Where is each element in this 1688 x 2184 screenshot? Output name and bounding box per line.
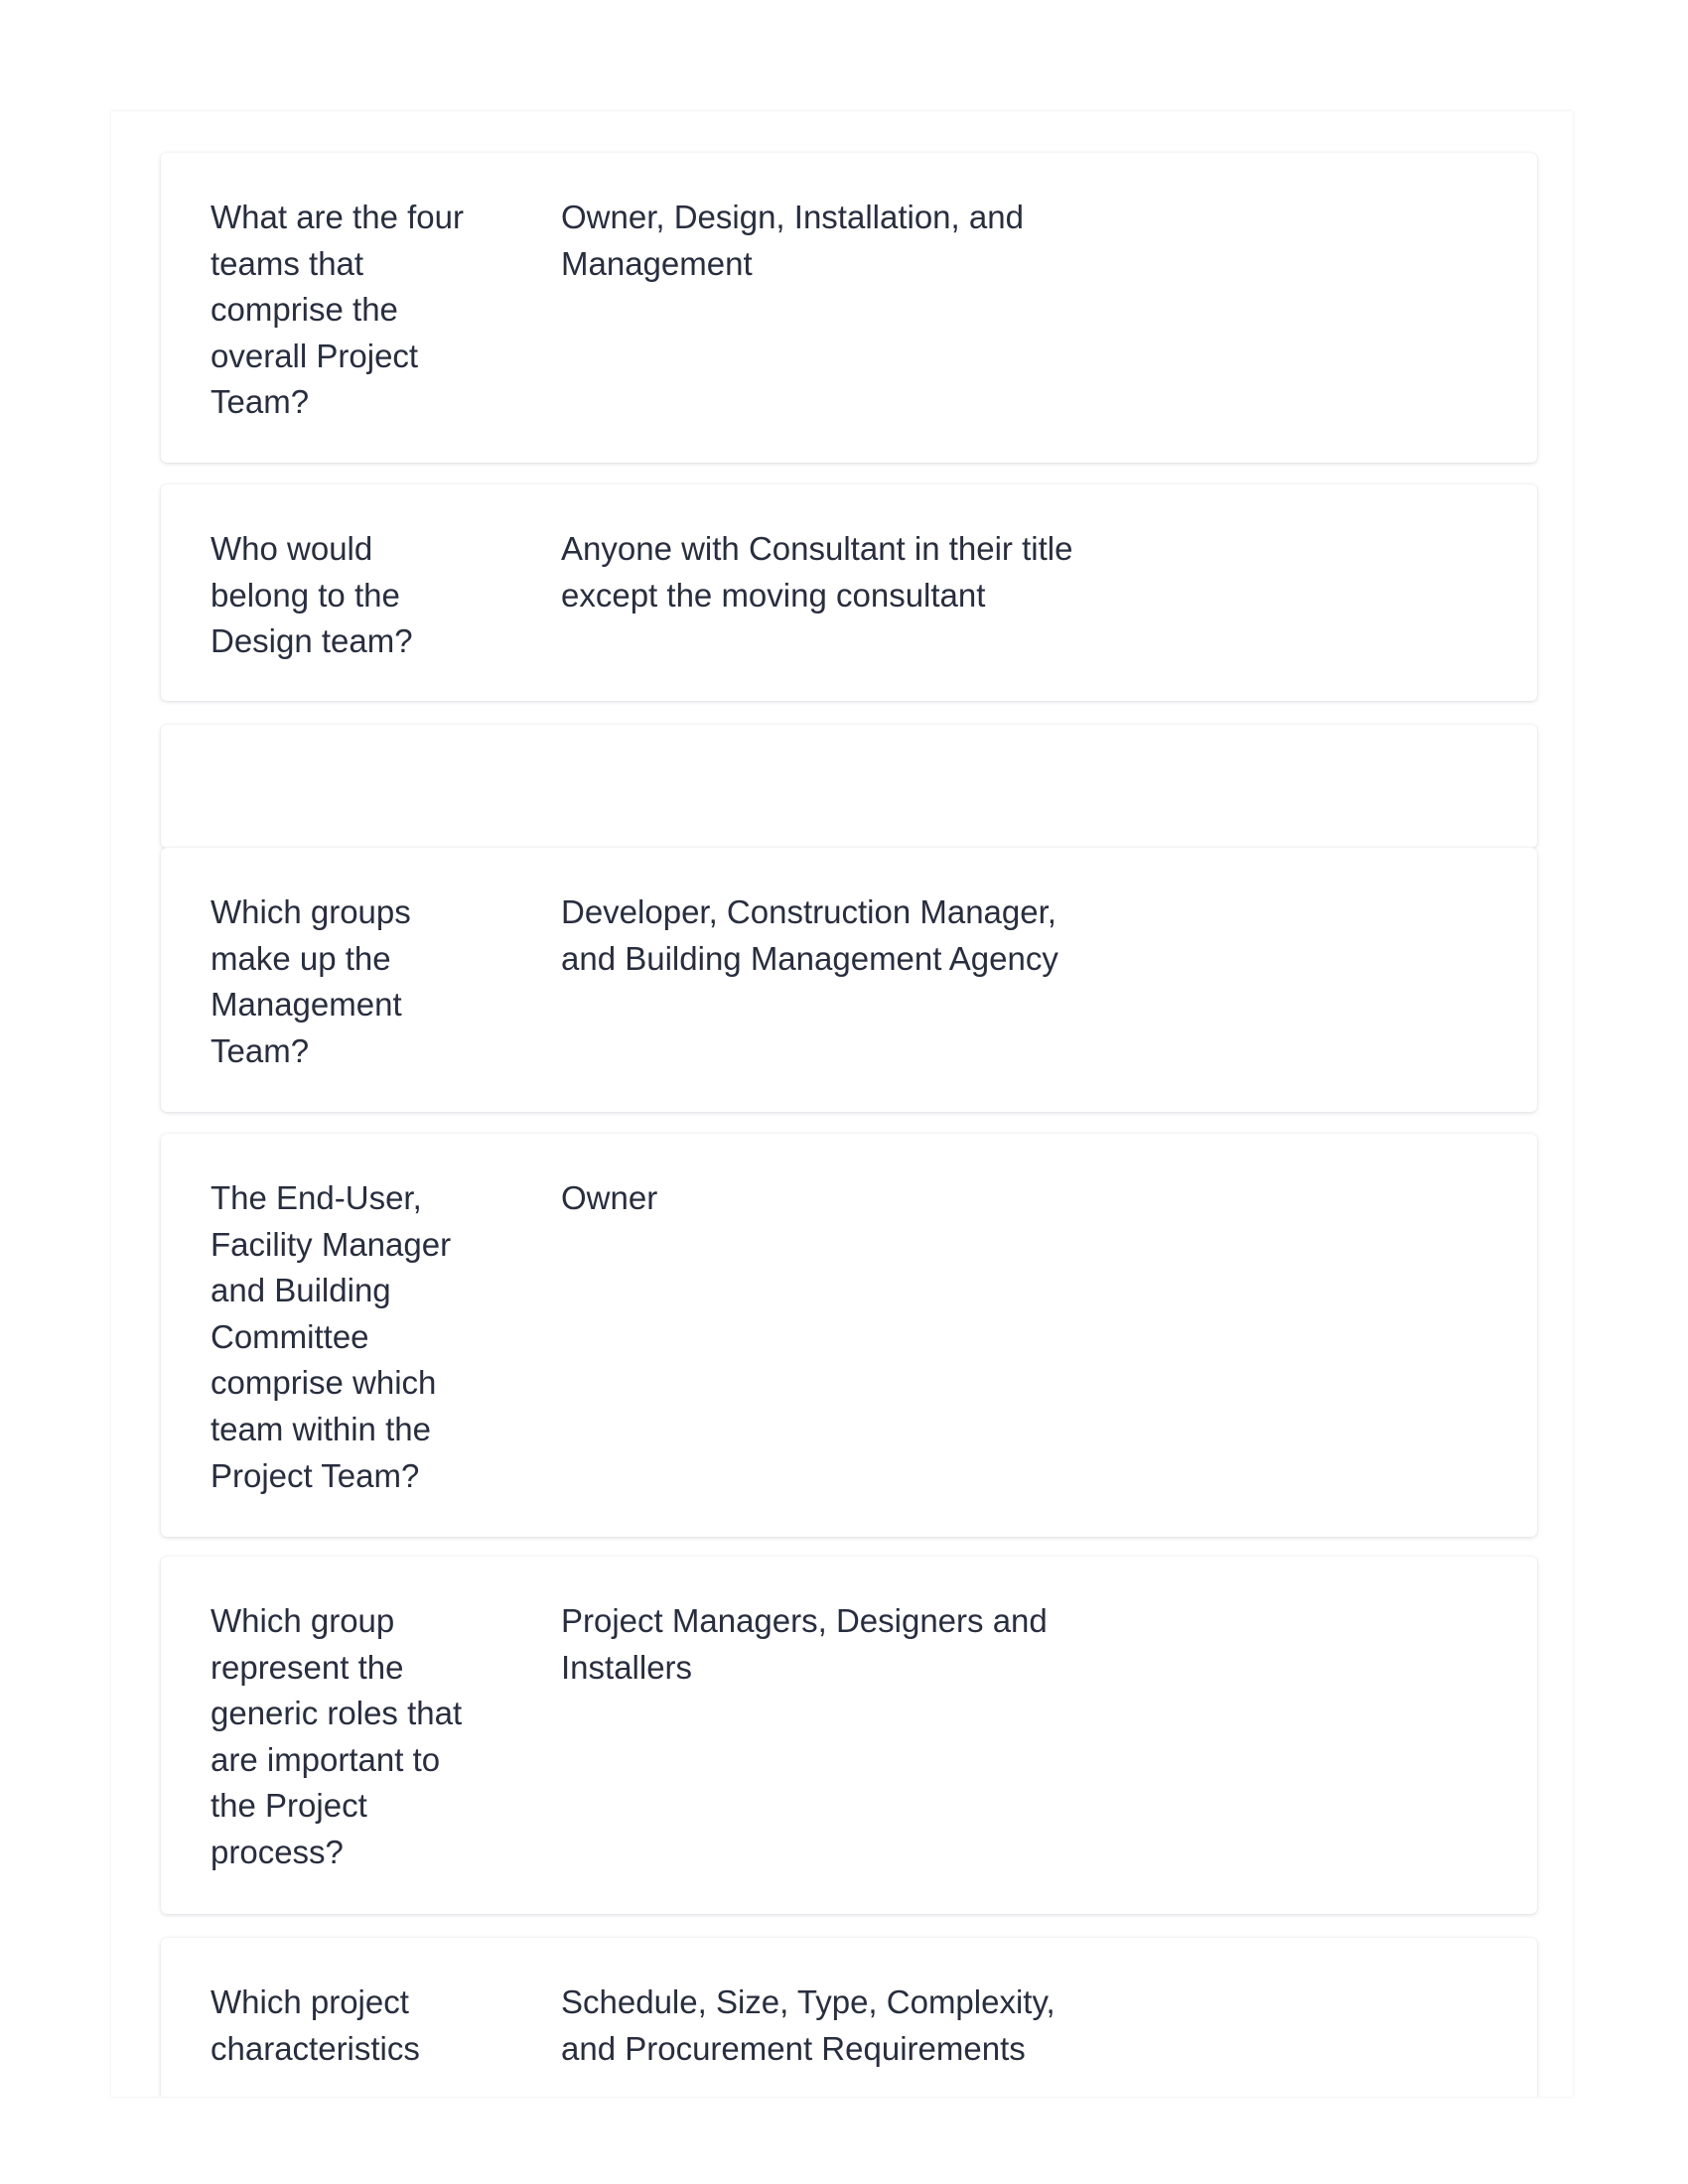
flashcard — [161, 848, 1537, 1112]
flashcard — [161, 1938, 1537, 2097]
flashcard-definition: Project Managers, Designers and Installers — [561, 1602, 1048, 1686]
flashcard-definition: Developer, Construction Manager, and Building Management Agency — [561, 893, 1058, 977]
flashcard — [161, 1557, 1537, 1914]
flashcard-definition: Owner — [561, 1179, 658, 1216]
flashcard — [161, 484, 1537, 701]
flashcard-definition: Owner, Design, Installation, and Management — [561, 199, 1024, 282]
flashcard-term: Which project characteristics — [211, 1983, 420, 2067]
flashcard-list — [111, 111, 1573, 2097]
flashcard-term: The End-User, Facility Manager and Building Committee comprise which team within the Project Team? — [211, 1179, 452, 1494]
flashcard — [161, 1134, 1537, 1537]
flashcard-term: Which group represent the generic roles that are important to the Project process? — [211, 1602, 463, 1870]
flashcard-definition: Anyone with Consultant in their title except the moving consultant — [561, 530, 1073, 614]
flashcard — [161, 153, 1537, 463]
flashcard-term: What are the four teams that comprise the overall Project Team? — [211, 199, 464, 421]
flashcard-term: Which groups make up the Management Team? — [211, 893, 411, 1069]
flashcard-term: Who would belong to the Design team? — [211, 530, 413, 660]
flashcard-definition: Schedule, Size, Type, Complexity, and Procurement Requirements — [561, 1983, 1055, 2067]
flashcard-empty — [161, 725, 1537, 848]
